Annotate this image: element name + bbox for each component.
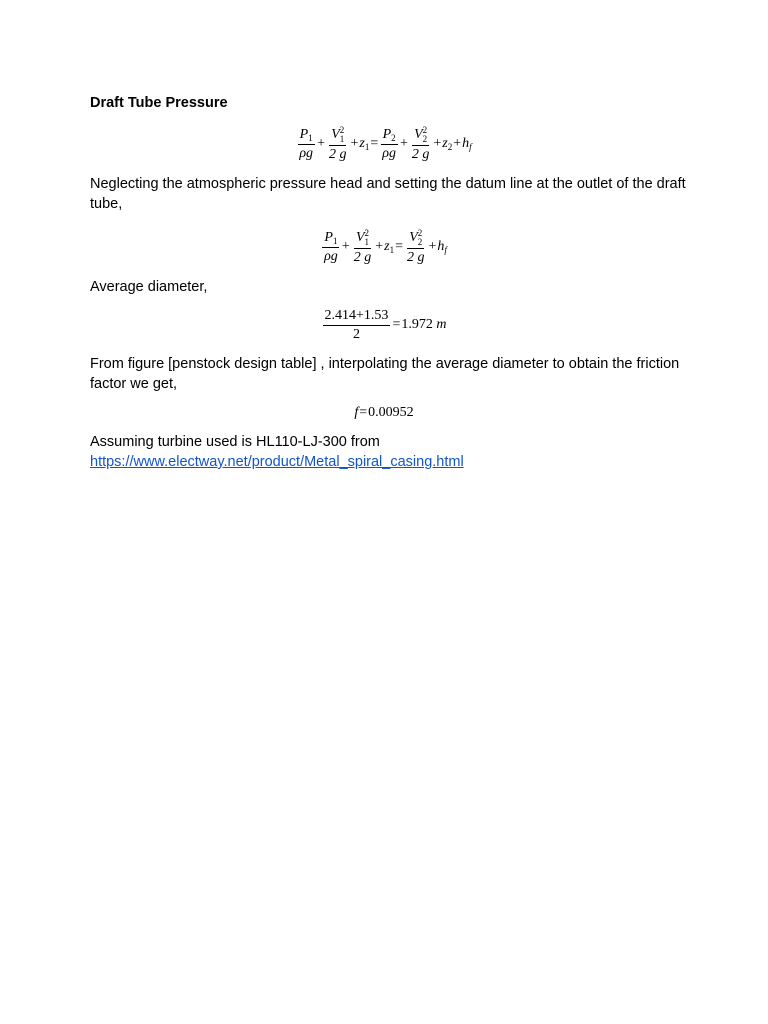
fraction-p1-rhog: $\frac{P_1}{\rho g}$ (324, 229, 338, 264)
turbine-link[interactable]: https://www.electway.net/product/Metal_spiral_casing.html (90, 454, 464, 470)
average-diameter-equation: $\frac{2.414+1.53}{2}$ = 1.972 m (324, 307, 447, 342)
paragraph-turbine (90, 432, 690, 472)
paragraph-neglecting: Neglecting the atmospheric pressure head and setting the datum line at the outlet of the draft tube, (90, 176, 686, 212)
fraction-p2-rhog: $\frac{P_2}{\rho g}$ (382, 126, 396, 161)
fraction-v2sq-2g: V 2 2 2 g (406, 227, 425, 265)
paragraph-friction-factor: From figure [penstock design table] , interpolating the average diameter to obtain the friction factor we get, (90, 356, 680, 392)
fraction-v1sq-2g: V 2 1 2 g (353, 227, 372, 265)
bernoulli-equation-simplified: $\frac{P_1}{\rho g}$ + V 2 1 2 g + $z_1$ = V 2 2 2 g + $h_f$ (324, 227, 447, 265)
fraction-v1sq-2g: V 2 1 2 g (328, 124, 347, 162)
section-heading: Draft Tube Pressure (90, 95, 228, 111)
fraction-p1-rhog: $\frac{P_1}{\rho g}$ (299, 126, 314, 161)
friction-factor-equation: f = 0.00952 (354, 405, 414, 420)
fraction-v2sq-2g: V 2 2 2 g (411, 124, 430, 162)
paragraph-average-diameter: Average diameter, (90, 279, 208, 295)
bernoulli-equation-full: $\frac{P_1}{\rho g}$ + V 2 1 2 g + $z_1$ = $\frac{P_2}{\rho g}$ + V 2 2 2 g + $z_2$ + $h_f$ (299, 124, 472, 162)
fraction-diameter-sum: $\frac{2.414+1.53}{2}$ (324, 307, 389, 342)
turbine-text: Assuming turbine used is HL110-LJ-300 from (90, 434, 380, 450)
